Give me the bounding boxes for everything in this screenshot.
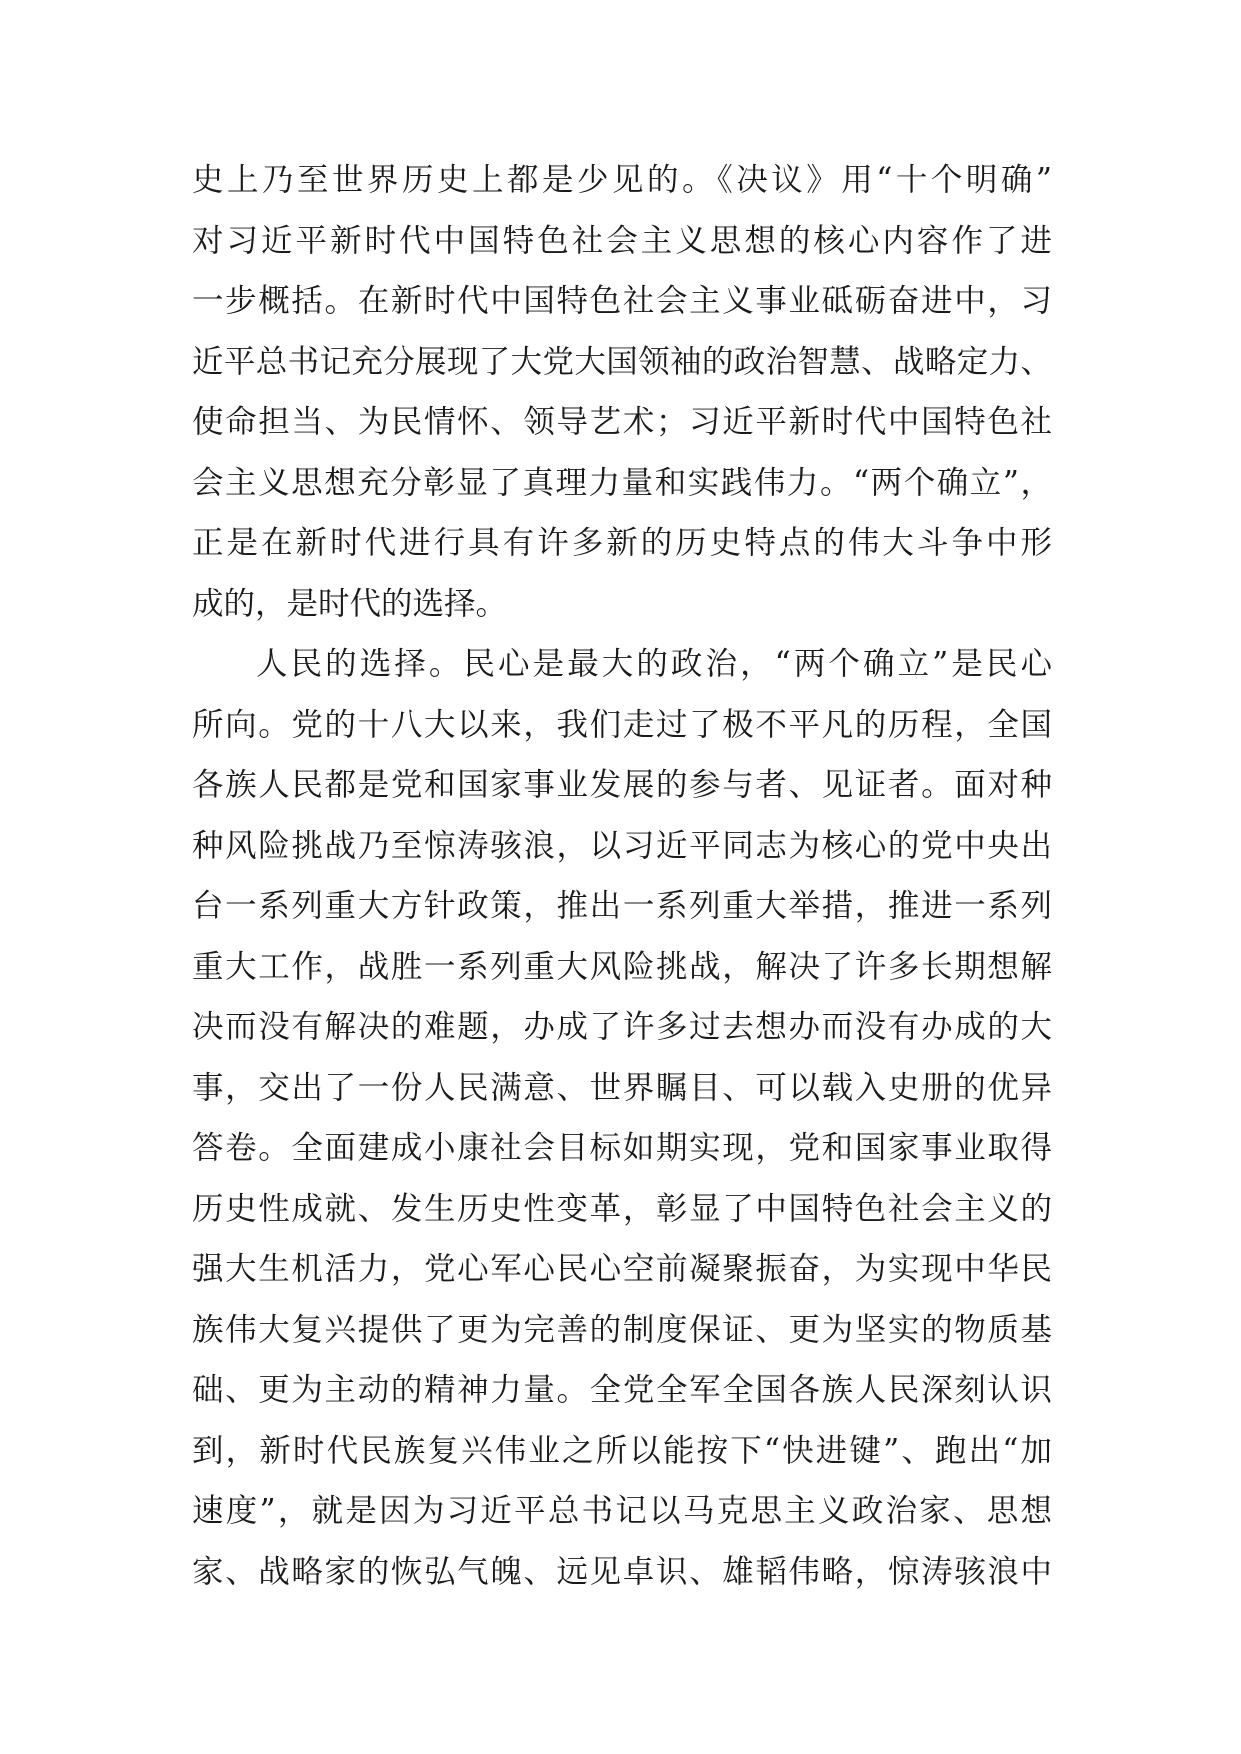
line-text: 强大生机活力，党心军心民心空前凝聚振奋，为实现中华民 — [192, 1251, 1052, 1287]
text-line — [192, 150, 1052, 211]
line-text: 人民的选择。民心是最大的政治，“两个确立”是民心 — [256, 646, 1052, 682]
line-text: 重大工作，战胜一系列重大风险挑战，解决了许多长期想解 — [192, 948, 1052, 985]
text-line — [192, 332, 1052, 393]
line-text: 到，新时代民族复兴伟业之所以能按下“快进键”、跑出“加 — [192, 1432, 1052, 1469]
body-text — [192, 150, 1052, 1602]
text-line — [192, 695, 1052, 756]
line-text: 史上乃至世界历史上都是少见的。《决议》用“十个明确” — [192, 162, 1052, 198]
line-text: 台一系列重大方针政策，推出一系列重大举措，推进一系列 — [192, 888, 1052, 924]
text-line — [192, 1058, 1052, 1119]
text-line — [192, 816, 1052, 877]
text-line — [192, 1481, 1052, 1542]
text-line — [192, 211, 1052, 272]
line-text: 会主义思想充分彰显了真理力量和实践伟力。“两个确立”， — [192, 464, 1052, 501]
text-line — [192, 271, 1052, 332]
text-line — [192, 1300, 1052, 1361]
line-text: 一步概括。在新时代中国特色社会主义事业砥砺奋进中，习 — [192, 283, 1052, 319]
paragraph-first-line — [192, 634, 1052, 695]
line-text: 决而没有解决的难题，办成了许多过去想办而没有办成的大 — [192, 1009, 1052, 1045]
text-line — [192, 755, 1052, 816]
text-line — [192, 513, 1052, 574]
line-text: 对习近平新时代中国特色社会主义思想的核心内容作了进 — [192, 222, 1052, 259]
text-line — [192, 1542, 1052, 1603]
line-text: 种风险挑战乃至惊涛骇浪，以习近平同志为核心的党中央出 — [192, 827, 1052, 864]
text-line — [192, 392, 1052, 453]
text-line — [192, 453, 1052, 514]
line-text: 使命担当、为民情怀、领导艺术；习近平新时代中国特色社 — [192, 404, 1052, 440]
text-line — [192, 997, 1052, 1058]
text-line — [192, 876, 1052, 937]
line-text: 历史性成就、发生历史性变革，彰显了中国特色社会主义的 — [192, 1190, 1052, 1227]
line-text: 族伟大复兴提供了更为完善的制度保证、更为坚实的物质基 — [192, 1311, 1052, 1348]
text-line — [192, 1239, 1052, 1300]
text-line — [192, 574, 1052, 635]
line-text: 速度”，就是因为习近平总书记以马克思主义政治家、思想 — [192, 1493, 1052, 1529]
text-line — [192, 1179, 1052, 1240]
text-line — [192, 1360, 1052, 1421]
text-line — [192, 937, 1052, 998]
line-text: 所向。党的十八大以来，我们走过了极不平凡的历程，全国 — [192, 706, 1052, 743]
line-text: 答卷。全面建成小康社会目标如期实现，党和国家事业取得 — [192, 1130, 1052, 1166]
line-text: 各族人民都是党和国家事业发展的参与者、见证者。面对种 — [192, 767, 1052, 803]
line-text: 事，交出了一份人民满意、世界瞩目、可以载入史册的优异 — [192, 1069, 1052, 1106]
line-text: 正是在新时代进行具有许多新的历史特点的伟大斗争中形 — [192, 525, 1052, 561]
text-line — [192, 1421, 1052, 1482]
line-text: 家、战略家的恢弘气魄、远见卓识、雄韬伟略，惊涛骇浪中 — [192, 1553, 1052, 1590]
text-line — [192, 1118, 1052, 1179]
line-text: 成的，是时代的选择。 — [192, 585, 508, 622]
line-text: 础、更为主动的精神力量。全党全军全国各族人民深刻认识 — [192, 1372, 1052, 1408]
line-text: 近平总书记充分展现了大党大国领袖的政治智慧、战略定力、 — [192, 343, 1052, 380]
